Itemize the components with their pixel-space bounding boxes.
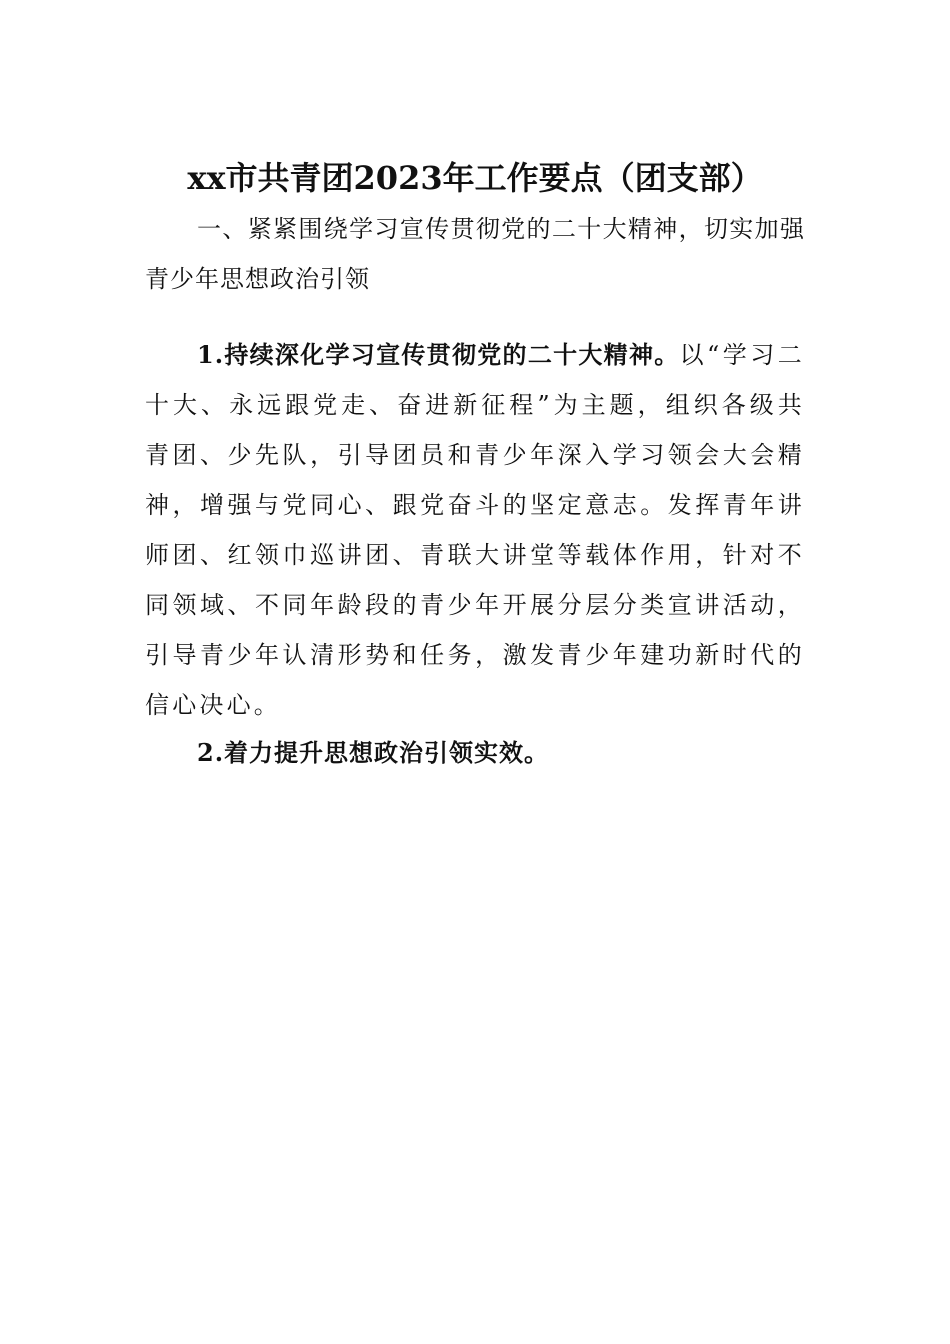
paragraph-item-1 [145,330,805,730]
item-1-body: 以“学习二十大、永远跟党走、奋进新征程”为主题，组织各级共青团、少先队，引导团员和青少年深入学习领会大会精神，增强与党同心、跟党奋斗的坚定意志。发挥青年讲师团、红领巾巡讲团、青联大讲堂等载体作用，针对不同领域、不同年龄段的青少年开展分层分类宣讲活动，引导青少年认清形势和任务，激发青少年建功新时代的信心决心。 [145,341,805,719]
paragraph-item-2: 2.着力提升思想政治引领实效。 [197,738,550,767]
item-1-lead: 1.持续深化学习宣传贯彻党的二十大精神。 [197,340,680,369]
section-heading-1: 一、紧紧围绕学习宣传贯彻党的二十大精神，切实加强青少年思想政治引领 [145,215,805,293]
document-title: xx市共青团2023年工作要点（团支部） [187,159,763,197]
